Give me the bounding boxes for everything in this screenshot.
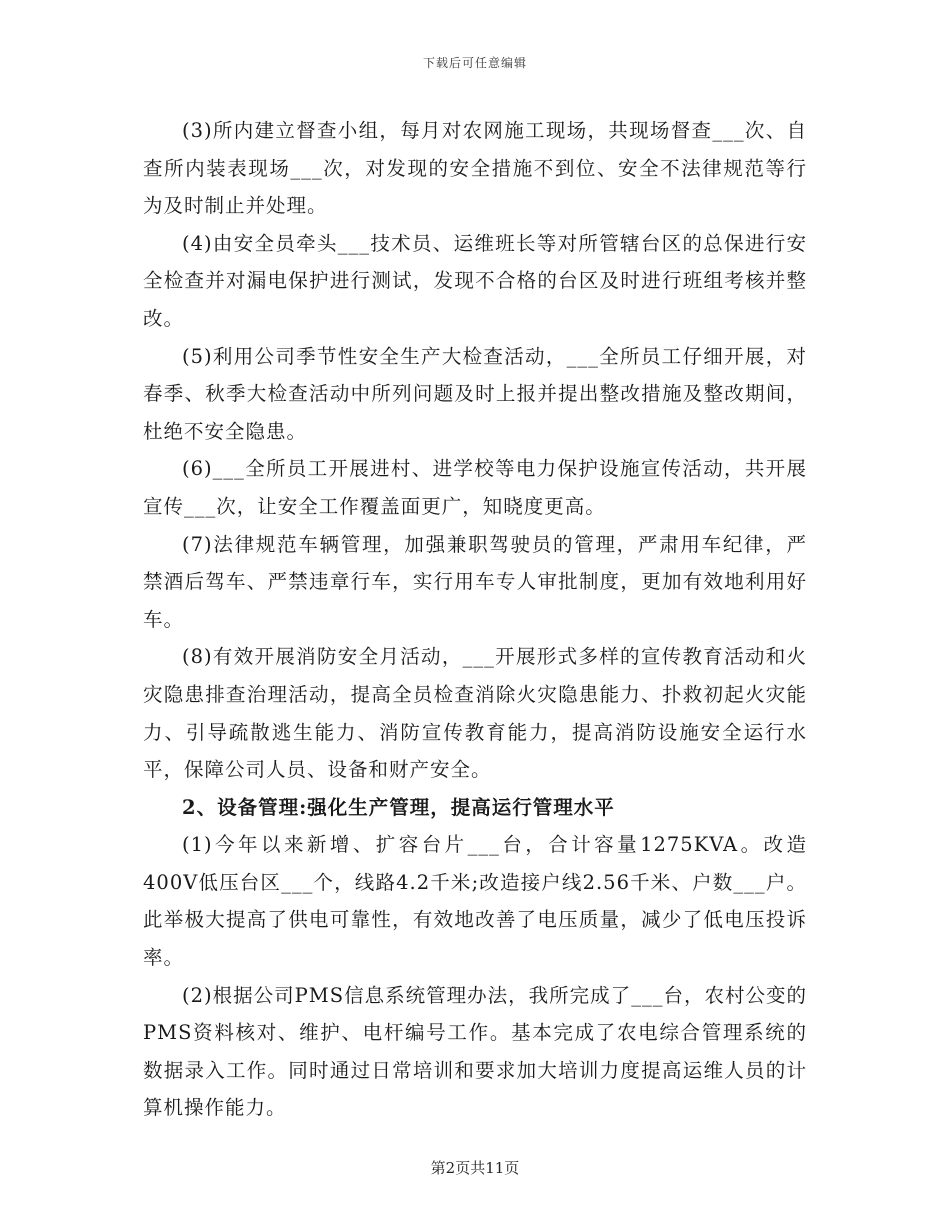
page-number: 第2页共11页 [430, 1159, 520, 1177]
paragraph-item-3: (3)所内建立督查小组，每月对农网施工现场，共现场督查___次、自查所内装表现场___次，对发现的安全措施不到位、安全不法律规范等行为及时制止并处理。 [143, 119, 807, 218]
paragraph-item-7: (7)法律规范车辆管理，加强兼职驾驶员的管理，严肃用车纪律，严禁酒后驾车、严禁违章行车，实行用车专人审批制度，更加有效地利用好车。 [143, 532, 807, 631]
document-body [143, 112, 807, 1127]
paragraph-item-4: (4)由安全员牵头___技术员、运维班长等对所管辖台区的总保进行安全检查并对漏电保护进行测试，发现不合格的台区及时进行班组考核并整改。 [143, 231, 807, 330]
paragraph-item-6: (6)___全所员工开展进村、进学校等电力保护设施宣传活动，共开展宣传___次，让安全工作覆盖面更广，知晓度更高。 [143, 457, 807, 518]
paragraph-item-2: (2)根据公司PMS信息系统管理办法，我所完成了___台，农村公变的PMS资料核对、维护、电杆编号工作。基本完成了农电综合管理系统的数据录入工作。同时通过日常培训和要求加大培训力度提高运维人员的计算机操作能力。 [143, 983, 807, 1120]
page-header: 下载后可任意编辑 [422, 56, 527, 70]
paragraph-item-8: (8)有效开展消防安全月活动，___开展形式多样的宣传教育活动和火灾隐患排查治理活动，提高全员检查消除火灾隐患能力、扑救初起火灾能力、引导疏散逃生能力、消防宣传教育能力，提高消防设施安全运行水平，保障公司人员、设备和财产安全。 [143, 645, 807, 782]
paragraph-item-5: (5)利用公司季节性安全生产大检查活动，___全所员工仔细开展，对春季、秋季大检查活动中所列问题及时上报并提出整改措施及整改期间，杜绝不安全隐患。 [143, 344, 807, 443]
section-heading: 2、设备管理:强化生产管理，提高运行管理水平 [182, 795, 615, 819]
paragraph-item-1: (1)今年以来新增、扩容台片___台，合计容量1275KVA。改造400V低压台区___个，线路4.2千米;改造接户线2.56千米、户数___户。此举极大提高了供电可靠性，有效地改善了电压质量，减少了低电压投诉率。 [143, 833, 807, 970]
